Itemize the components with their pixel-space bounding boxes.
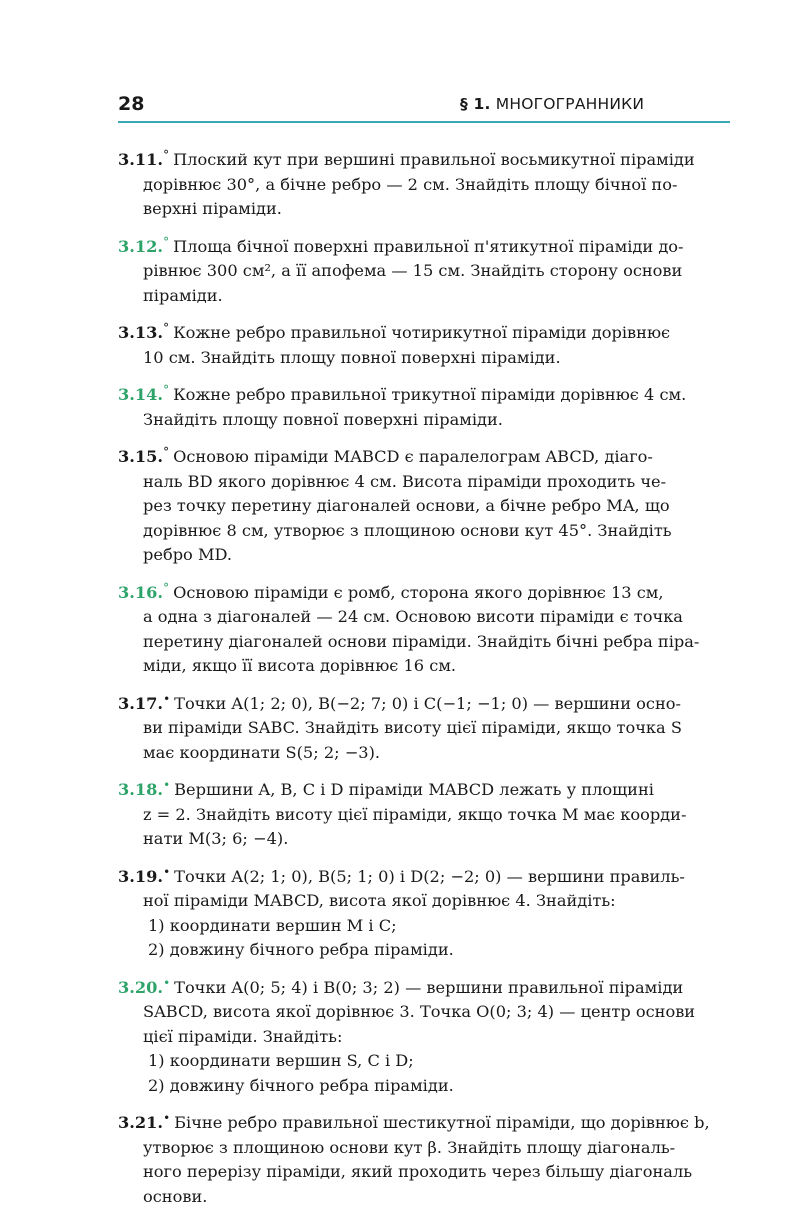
problem-text-line bbox=[118, 197, 732, 222]
problem bbox=[118, 687, 732, 766]
problem-text-line bbox=[118, 143, 732, 173]
problem-text-line bbox=[118, 1000, 732, 1025]
problem-text-line bbox=[118, 494, 732, 519]
difficulty-mark: ° bbox=[163, 321, 170, 335]
problem-text: дорівнює 8 см, утворює з площиною основи кут 45°. Знайдіть bbox=[143, 520, 672, 540]
difficulty-mark: ° bbox=[163, 445, 170, 459]
problem-text-line bbox=[118, 1106, 732, 1136]
problem bbox=[118, 316, 732, 370]
section-title bbox=[460, 95, 644, 113]
problem-text: ребро MD. bbox=[143, 545, 233, 564]
problem-text: верхні піраміди. bbox=[143, 199, 282, 218]
problem-number bbox=[118, 780, 174, 799]
problem-number-text: 3.19. bbox=[118, 866, 164, 886]
problem bbox=[118, 773, 732, 852]
difficulty-mark: • bbox=[163, 778, 171, 792]
problem-number bbox=[118, 234, 173, 256]
problem-text: Знайдіть площу повної поверхні піраміди. bbox=[143, 409, 503, 429]
problem-text: дорівнює 30°, а бічне ребро — 2 см. Знайдіть площу бічної по- bbox=[143, 174, 678, 194]
problem-text: Плоский кут при вершині правильної восьмикутної піраміди bbox=[173, 150, 695, 169]
problem-text: Точки A(2; 1; 0), B(5; 1; 0) і D(2; −2; 0) — вершини правиль- bbox=[174, 866, 685, 886]
problem-text: ної піраміди MABCD, висота якої дорівнює 4. Знайдіть: bbox=[143, 891, 616, 910]
problem-text-line bbox=[118, 630, 732, 655]
section-mark: § 1. bbox=[460, 95, 491, 113]
difficulty-mark: • bbox=[163, 1111, 171, 1125]
difficulty-mark: • bbox=[163, 864, 171, 879]
problem bbox=[118, 860, 732, 963]
problem-text: z = 2. Знайдіть висоту цієї піраміди, якщо точка M має коорди- bbox=[143, 804, 687, 824]
sub-item: 2) довжину бічного ребра піраміди. bbox=[148, 940, 454, 959]
problem-number-text: 3.20. bbox=[118, 977, 164, 997]
problem-number-text: 3.21. bbox=[118, 1113, 164, 1132]
problem-text-line bbox=[118, 741, 732, 766]
problem-text: Кожне ребро правильної трикутної піраміди дорівнює 4 см. bbox=[173, 385, 687, 404]
problem-text: міди, якщо її висота дорівнює 16 см. bbox=[143, 656, 457, 675]
sub-item: 2) довжину бічного ребра піраміди. bbox=[148, 1075, 454, 1095]
problem-text-line bbox=[118, 470, 732, 495]
problem-text: рез точку перетину діагоналей основи, а бічне ребро MA, що bbox=[143, 496, 670, 515]
problem-list bbox=[118, 143, 732, 1217]
problem bbox=[118, 440, 732, 568]
problem-text-line bbox=[118, 827, 732, 852]
problem-number bbox=[118, 975, 174, 997]
problem-text-line bbox=[118, 408, 732, 433]
problem-text-line bbox=[118, 284, 732, 309]
problem-text-line bbox=[118, 605, 732, 630]
problem-text: має координати S(5; 2; −3). bbox=[143, 742, 381, 762]
problem-text: Точки A(0; 5; 4) і B(0; 3; 2) — вершини правильної піраміди bbox=[174, 977, 684, 997]
problem-text-line bbox=[118, 378, 732, 408]
problem-number bbox=[118, 691, 174, 713]
problem-number-text: 3.13. bbox=[118, 323, 164, 342]
problem-text-line bbox=[118, 687, 732, 717]
problem bbox=[118, 576, 732, 679]
page-header bbox=[118, 93, 730, 123]
problem bbox=[118, 1106, 732, 1209]
problem-number-text: 3.16. bbox=[118, 582, 164, 602]
problem-text: рівнює 300 см², а її апофема — 15 см. Знайдіть сторону основи bbox=[143, 261, 683, 280]
problem-text: Основою піраміди є ромб, сторона якого дорівнює 13 см, bbox=[173, 582, 664, 602]
problem-number bbox=[118, 150, 173, 169]
problem-text: Основою піраміди MABCD є паралелограм ABCD, діаго- bbox=[173, 447, 653, 466]
problem-text-line bbox=[118, 1025, 732, 1050]
sub-item: 1) координати вершин S, C і D; bbox=[148, 1051, 414, 1070]
problem-text-line bbox=[118, 1136, 732, 1161]
problem-text-line bbox=[118, 860, 732, 890]
difficulty-mark: ° bbox=[163, 148, 170, 162]
problem-number bbox=[118, 323, 173, 342]
problem bbox=[118, 378, 732, 432]
problem-text: наль BD якого дорівнює 4 см. Висота піраміди проходить че- bbox=[143, 471, 667, 491]
problem bbox=[118, 971, 732, 1099]
problem-text-line bbox=[118, 543, 732, 568]
problem-text-line bbox=[118, 889, 732, 914]
problem-text-line bbox=[118, 440, 732, 470]
problem bbox=[118, 143, 732, 222]
problem-text-line bbox=[118, 173, 732, 198]
problem-text: а одна з діагоналей — 24 см. Основою висоти піраміди є точка bbox=[143, 607, 683, 626]
problem-text: Площа бічної поверхні правильної п'ятикутної піраміди до- bbox=[173, 236, 684, 256]
problem-text-line bbox=[118, 803, 732, 828]
problem-text-line bbox=[118, 1185, 732, 1210]
page-number: 28 bbox=[118, 93, 145, 115]
problem-text-line bbox=[118, 259, 732, 284]
problem-text: нати M(3; 6; −4). bbox=[143, 829, 289, 848]
problem-text: Вершини A, B, C і D піраміди MABCD лежать у площині bbox=[174, 780, 654, 799]
difficulty-mark: • bbox=[163, 691, 171, 706]
problem-text: Бічне ребро правильної шестикутної піраміди, що дорівнює b, bbox=[174, 1113, 710, 1132]
problem-text-line bbox=[118, 316, 732, 346]
problem-text-line bbox=[118, 230, 732, 260]
difficulty-mark: • bbox=[163, 975, 171, 990]
difficulty-mark: ° bbox=[163, 383, 170, 397]
problem-number bbox=[118, 580, 173, 602]
problem-text-line bbox=[118, 1160, 732, 1185]
problem-text: перетину діагоналей основи піраміди. Знайдіть бічні ребра пірa- bbox=[143, 631, 700, 651]
problem-text: основи. bbox=[143, 1186, 208, 1206]
problem-text: Точки A(1; 2; 0), B(−2; 7; 0) і C(−1; −1; 0) — вершини осно- bbox=[174, 693, 681, 713]
problem-text: SABCD, висота якої дорівнює 3. Точка O(0; 3; 4) — центр основи bbox=[143, 1002, 696, 1021]
problem-number-text: 3.12. bbox=[118, 236, 164, 256]
problem-number bbox=[118, 385, 173, 404]
section-name: МНОГОГРАННИКИ bbox=[495, 95, 645, 113]
problem-text: Кожне ребро правильної чотирикутної піраміди дорівнює bbox=[173, 323, 671, 342]
problem-text: ви піраміди SABC. Знайдіть висоту цієї піраміди, якщо точка S bbox=[143, 718, 682, 737]
difficulty-mark: ° bbox=[163, 580, 170, 595]
problem-number-text: 3.18. bbox=[118, 780, 164, 799]
problem-text-line bbox=[118, 654, 732, 679]
problem-number bbox=[118, 864, 174, 886]
problem-text-line bbox=[118, 971, 732, 1001]
problem-text-line bbox=[118, 346, 732, 371]
problem-text: цієї піраміди. Знайдіть: bbox=[143, 1026, 343, 1046]
problem-text: ного перерізу піраміди, який проходить через більшу діагональ bbox=[143, 1162, 693, 1181]
problem-text: 10 см. Знайдіть площу повної поверхні піраміди. bbox=[143, 347, 561, 367]
problem-number-text: 3.14. bbox=[118, 385, 164, 404]
problem-text: піраміди. bbox=[143, 285, 223, 305]
problem-number bbox=[118, 447, 173, 466]
problem-number-text: 3.11. bbox=[118, 150, 164, 169]
problem-text-line bbox=[118, 773, 732, 803]
sub-item: 1) координати вершин M і C; bbox=[148, 915, 397, 935]
difficulty-mark: ° bbox=[163, 234, 170, 249]
problem bbox=[118, 230, 732, 309]
problem-number-text: 3.17. bbox=[118, 693, 164, 713]
problem-text-line bbox=[118, 716, 732, 741]
problem-number bbox=[118, 1113, 174, 1132]
problem-number-text: 3.15. bbox=[118, 447, 164, 466]
problem-text-line bbox=[118, 519, 732, 544]
problem-text: утворює з площиною основи кут β. Знайдіть площу діагональ- bbox=[143, 1137, 676, 1157]
problem-text-line bbox=[118, 576, 732, 606]
